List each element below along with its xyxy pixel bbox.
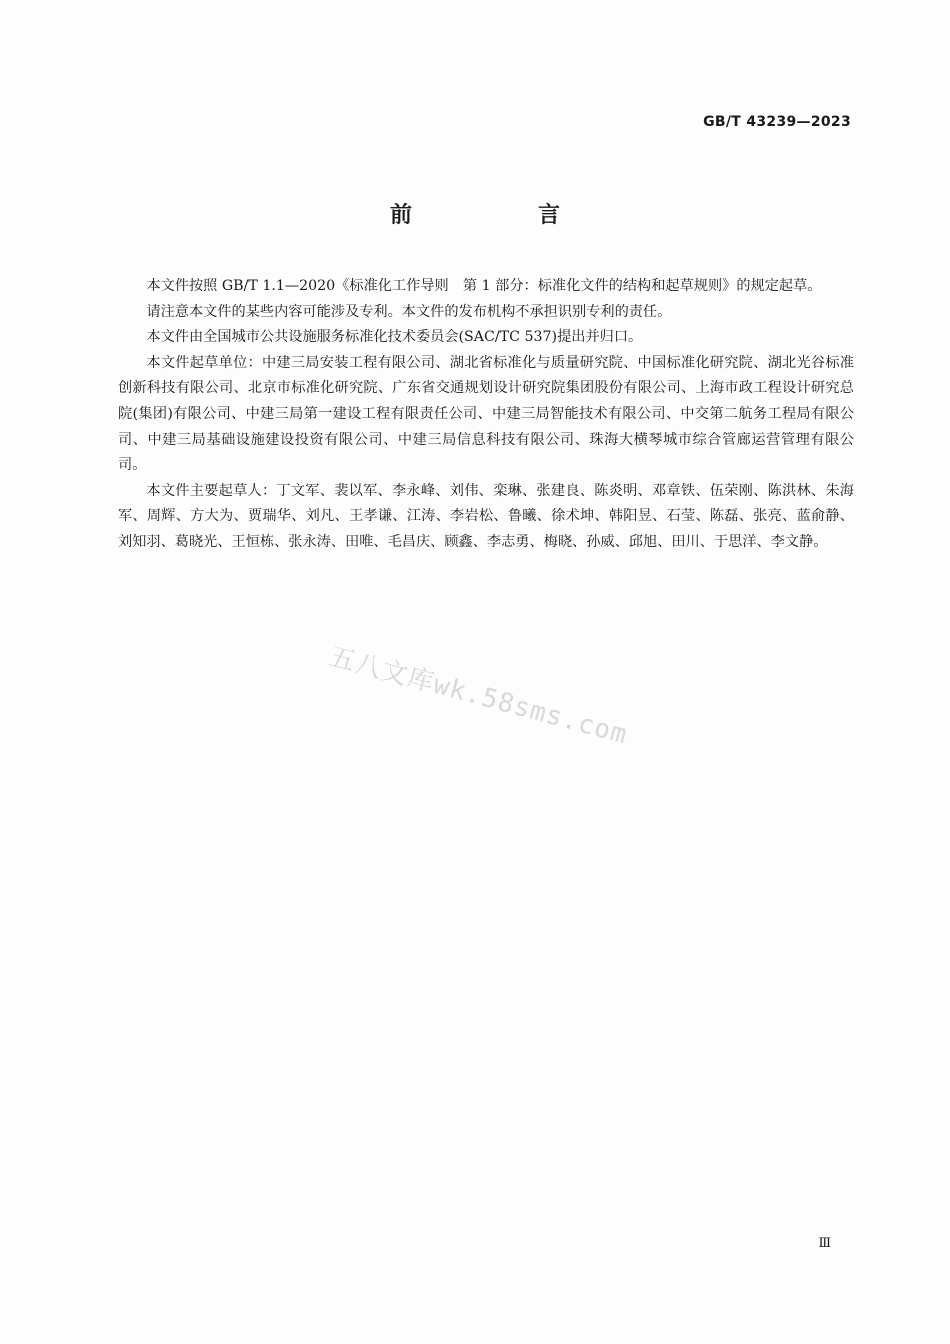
- paragraph-patent-notice: 请注意本文件的某些内容可能涉及专利。本文件的发布机构不承担识别专利的责任。: [146, 303, 672, 320]
- paragraph-proposer: 本文件由全国城市公共设施服务标准化技术委员会(SAC/TC 537)提出并归口。: [146, 329, 643, 346]
- page-title: 前 言: [389, 203, 612, 228]
- foreword-body: [118, 274, 854, 556]
- page-number: Ⅲ: [818, 1236, 831, 1251]
- paragraph-drafting-units: 本文件起草单位：中建三局安装工程有限公司、湖北省标准化与质量研究院、中国标准化研究院、湖北光谷标准创新科技有限公司、北京市标准化研究院、广东省交通规划设计研究院集团股份有限公司、上海市政工程设计研究总院(集团)有限公司、中建三局第一建设工程有限责任公司、中建三局智能技术有限公司、中交第二航务工程局有限公司、中建三局基础设施建设投资有限公司、中建三局信息科技有限公司、珠海大横琴城市综合管廊运营管理有限公司。: [118, 354, 854, 474]
- watermark: 五八文库wk.58sms.com: [325, 641, 631, 751]
- paragraph-drafting-rules: 本文件按照 GB/T 1.1—2020《标准化工作导则 第 1 部分：标准化文件的结构和起草规则》的规定起草。: [146, 278, 822, 294]
- paragraph-drafters: 本文件主要起草人：丁文军、裴以军、李永峰、刘伟、栾琳、张建良、陈炎明、邓章铁、伍荣刚、陈洪林、朱海军、周辉、方大为、贾瑞华、刘凡、王孝谦、江涛、李岩松、鲁曦、徐术坤、韩阳昱、石莹、陈磊、张亮、蓝俞静、刘知羽、葛晓光、王恒栋、张永涛、田唯、毛昌庆、顾鑫、李志勇、梅晓、孙威、邱旭、田川、于思洋、李文静。: [118, 482, 854, 550]
- standard-number: GB/T 43239—2023: [703, 114, 851, 130]
